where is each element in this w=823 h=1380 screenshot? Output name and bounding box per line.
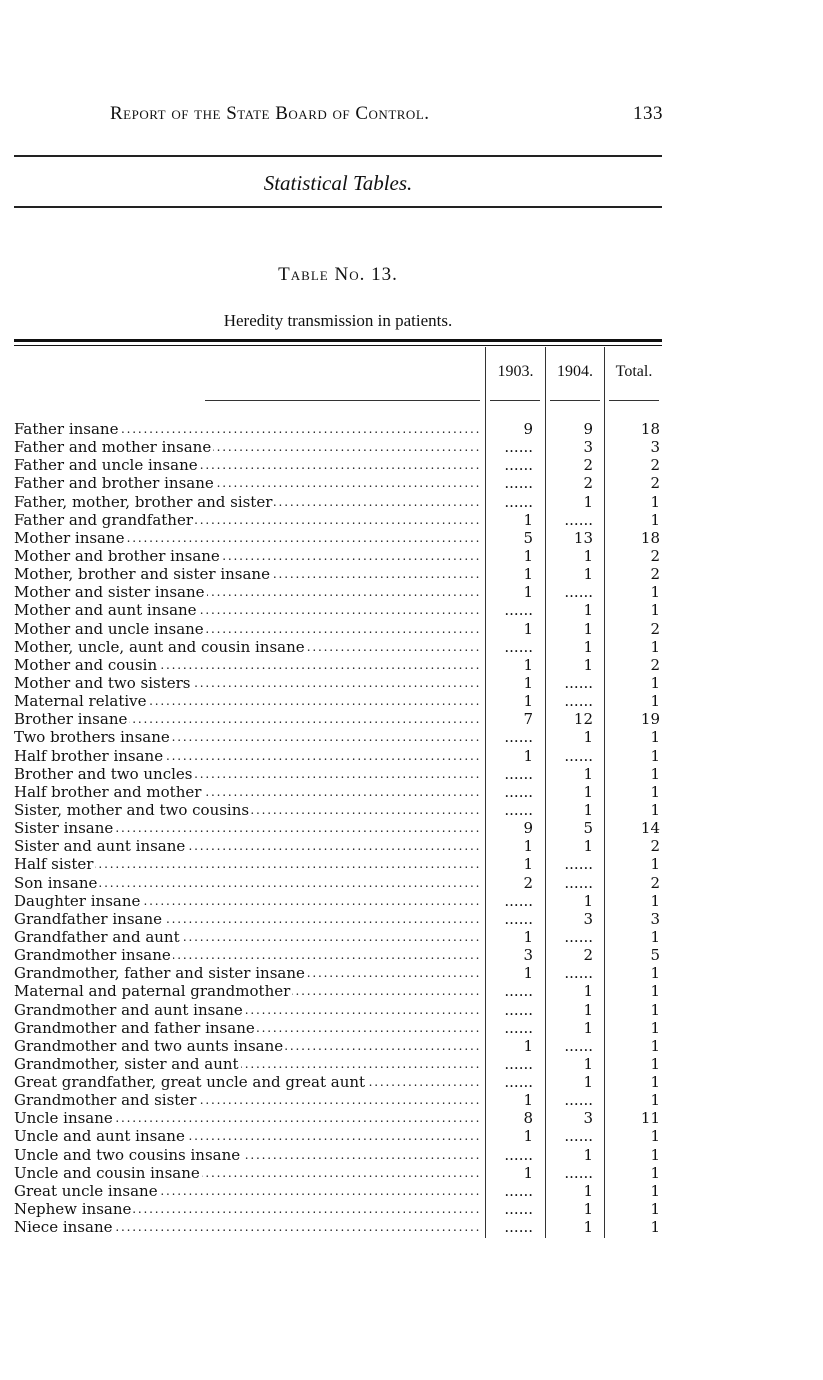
row-label-cell xyxy=(14,547,480,565)
cell-1904: ...... xyxy=(564,1091,593,1110)
cell-total: 1 xyxy=(650,728,660,747)
cell-1904: 2 xyxy=(583,456,593,475)
cell-1904: 1 xyxy=(583,492,593,511)
table-row xyxy=(0,511,823,529)
cell-total: 11 xyxy=(640,1109,660,1128)
row-label-cell xyxy=(14,1073,480,1091)
cell-1904: 2 xyxy=(583,474,593,493)
cell-1903: 1 xyxy=(523,1127,533,1146)
cell-total: 1 xyxy=(650,1218,660,1237)
row-label: Grandmother and two aunts insane xyxy=(14,1036,284,1055)
table-row xyxy=(0,529,823,547)
table-row xyxy=(0,910,823,928)
cell-total: 1 xyxy=(650,637,660,656)
cell-total: 1 xyxy=(650,1127,660,1146)
cell-1903: ...... xyxy=(504,601,533,620)
table-row xyxy=(0,765,823,783)
row-label-cell xyxy=(14,874,480,892)
row-label: Great uncle insane xyxy=(14,1181,158,1200)
table-subtitle: Heredity transmission in patients. xyxy=(223,311,453,330)
cell-total: 1 xyxy=(650,1018,660,1037)
cell-total: 1 xyxy=(650,1000,660,1019)
row-label: Mother, brother and sister insane xyxy=(14,565,270,584)
cell-1904: 3 xyxy=(583,1109,593,1128)
cell-total: 1 xyxy=(650,982,660,1001)
table-row xyxy=(0,1146,823,1164)
cell-total: 2 xyxy=(650,565,660,584)
cell-1904: 1 xyxy=(583,1018,593,1037)
row-label-cell xyxy=(14,946,480,964)
cell-total: 1 xyxy=(650,1181,660,1200)
cell-1904: ...... xyxy=(564,746,593,765)
row-label-cell xyxy=(14,601,480,619)
row-label: Mother and two sisters xyxy=(14,673,191,692)
cell-1903: ...... xyxy=(504,1218,533,1237)
table-row xyxy=(0,1037,823,1055)
row-label: Grandfather and aunt xyxy=(14,927,180,946)
cell-1903: 7 xyxy=(523,710,533,729)
running-title: Report of the State Board of Control. xyxy=(110,103,430,124)
cell-total: 1 xyxy=(650,1200,660,1219)
cell-1904: 1 xyxy=(583,764,593,783)
cell-total: 2 xyxy=(650,546,660,565)
row-label-cell xyxy=(14,1127,480,1145)
cell-1904: ...... xyxy=(564,873,593,892)
table-row xyxy=(0,620,823,638)
cell-total: 18 xyxy=(640,420,660,438)
row-label: Mother and brother insane xyxy=(14,546,220,565)
row-label-cell xyxy=(14,765,480,783)
row-label-cell xyxy=(14,511,480,529)
cell-1904: ...... xyxy=(564,1163,593,1182)
row-label: Nephew insane xyxy=(14,1200,132,1219)
row-label: Half brother and mother xyxy=(14,782,202,801)
row-label-cell xyxy=(14,1146,480,1164)
table-row xyxy=(0,1200,823,1218)
cell-1903: ...... xyxy=(504,1200,533,1219)
cell-1904: ...... xyxy=(564,927,593,946)
row-label-cell xyxy=(14,1037,480,1055)
cell-1903: 9 xyxy=(523,420,533,438)
cell-1904: 1 xyxy=(583,655,593,674)
cell-1903: 8 xyxy=(523,1109,533,1128)
row-label-cell xyxy=(14,420,480,438)
cell-1903: 1 xyxy=(523,673,533,692)
cell-1903: ...... xyxy=(504,1145,533,1164)
table-top-rule xyxy=(14,339,662,342)
cell-total: 1 xyxy=(650,601,660,620)
page-number: 133 xyxy=(633,103,663,124)
cell-1903: ...... xyxy=(504,637,533,656)
cell-1904: 1 xyxy=(583,546,593,565)
cell-total: 1 xyxy=(650,1036,660,1055)
cell-1903: ...... xyxy=(504,764,533,783)
table-row xyxy=(0,946,823,964)
row-label-cell xyxy=(14,438,480,456)
row-label: Half brother insane xyxy=(14,746,164,765)
header-underline xyxy=(205,400,480,401)
cell-1904: 1 xyxy=(583,619,593,638)
row-label-cell xyxy=(14,747,480,765)
row-label: Sister insane xyxy=(14,819,114,838)
cell-1903: 1 xyxy=(523,546,533,565)
row-label: Brother and two uncles xyxy=(14,764,193,783)
row-label: Mother and aunt insane xyxy=(14,601,197,620)
row-label-cell xyxy=(14,1019,480,1037)
row-label: Grandfather insane xyxy=(14,909,162,928)
cell-total: 1 xyxy=(650,782,660,801)
row-label: Father and brother insane xyxy=(14,474,214,493)
cell-1903: ...... xyxy=(504,492,533,511)
cell-total: 2 xyxy=(650,655,660,674)
cell-1904: 1 xyxy=(583,1200,593,1219)
cell-total: 1 xyxy=(650,855,660,874)
table-row xyxy=(0,474,823,492)
cell-total: 1 xyxy=(650,692,660,711)
table-row xyxy=(0,728,823,746)
row-label-cell xyxy=(14,1200,480,1218)
row-label: Mother and uncle insane xyxy=(14,619,204,638)
row-label: Uncle insane xyxy=(14,1109,113,1128)
row-label: Grandmother, sister and aunt xyxy=(14,1054,239,1073)
header-rule-bottom xyxy=(14,206,662,208)
table-row xyxy=(0,819,823,837)
cell-1904: 1 xyxy=(583,1000,593,1019)
table-row xyxy=(0,638,823,656)
table-row xyxy=(0,1091,823,1109)
row-label-cell xyxy=(14,1164,480,1182)
row-label-cell xyxy=(14,1091,480,1109)
table-row xyxy=(0,656,823,674)
row-label: Niece insane xyxy=(14,1218,113,1237)
row-label-cell xyxy=(14,783,480,801)
row-label-cell xyxy=(14,493,480,511)
cell-total: 5 xyxy=(650,946,660,965)
row-label: Uncle and two cousins insane xyxy=(14,1145,241,1164)
row-label-cell xyxy=(14,982,480,1000)
cell-1904: 1 xyxy=(583,1054,593,1073)
row-label-cell xyxy=(14,1109,480,1127)
cell-1904: 1 xyxy=(583,1145,593,1164)
cell-1904: 1 xyxy=(583,728,593,747)
cell-1903: 1 xyxy=(523,837,533,856)
cell-1904: ...... xyxy=(564,964,593,983)
row-label-cell xyxy=(14,456,480,474)
row-label: Maternal relative xyxy=(14,692,147,711)
cell-total: 1 xyxy=(650,673,660,692)
row-label-cell xyxy=(14,674,480,692)
row-label-cell xyxy=(14,964,480,982)
cell-total: 1 xyxy=(650,492,660,511)
cell-1903: ...... xyxy=(504,1054,533,1073)
row-label-cell xyxy=(14,1001,480,1019)
row-label-cell xyxy=(14,474,480,492)
table-row xyxy=(0,747,823,765)
running-head xyxy=(110,103,663,131)
cell-total: 3 xyxy=(650,909,660,928)
row-label-cell xyxy=(14,892,480,910)
table-row xyxy=(0,1001,823,1019)
row-label: Mother and sister insane xyxy=(14,583,205,602)
cell-1903: 1 xyxy=(523,927,533,946)
cell-total: 1 xyxy=(650,891,660,910)
cell-1904: 1 xyxy=(583,601,593,620)
table-row xyxy=(0,1055,823,1073)
table-row xyxy=(0,837,823,855)
cell-1904: ...... xyxy=(564,583,593,602)
cell-total: 14 xyxy=(640,819,660,838)
header-underline xyxy=(609,400,659,401)
table-row xyxy=(0,801,823,819)
cell-1903: 1 xyxy=(523,583,533,602)
row-label: Two brothers insane xyxy=(14,728,170,747)
cell-1903: 2 xyxy=(523,873,533,892)
table-body xyxy=(0,420,823,1236)
cell-total: 1 xyxy=(650,583,660,602)
cell-1903: ...... xyxy=(504,782,533,801)
cell-1904: 12 xyxy=(573,710,593,729)
cell-1903: ...... xyxy=(504,909,533,928)
cell-1904: 1 xyxy=(583,982,593,1001)
cell-1903: 3 xyxy=(523,946,533,965)
cell-1903: ...... xyxy=(504,891,533,910)
row-label: Sister, mother and two cousins xyxy=(14,800,250,819)
cell-total: 1 xyxy=(650,764,660,783)
cell-1904: ...... xyxy=(564,692,593,711)
row-label: Father insane xyxy=(14,420,119,438)
table-row xyxy=(0,565,823,583)
table-row xyxy=(0,438,823,456)
cell-1904: 5 xyxy=(583,819,593,838)
cell-1903: 1 xyxy=(523,1091,533,1110)
row-label-cell xyxy=(14,910,480,928)
cell-1903: ...... xyxy=(504,728,533,747)
row-label-cell xyxy=(14,620,480,638)
cell-1904: 1 xyxy=(583,1181,593,1200)
table-top-thin-rule xyxy=(14,345,662,346)
column-header-1904: 1904. xyxy=(557,363,593,380)
cell-1903: 1 xyxy=(523,619,533,638)
table-row xyxy=(0,1164,823,1182)
header-underline xyxy=(490,400,540,401)
row-label-cell xyxy=(14,928,480,946)
cell-total: 2 xyxy=(650,619,660,638)
row-label-cell xyxy=(14,1182,480,1200)
row-label: Grandmother insane xyxy=(14,946,171,965)
table-row xyxy=(0,783,823,801)
cell-total: 19 xyxy=(640,710,660,729)
header-rule-top xyxy=(14,155,662,157)
cell-total: 2 xyxy=(650,837,660,856)
row-label-cell xyxy=(14,819,480,837)
table-row xyxy=(0,420,823,438)
cell-1904: ...... xyxy=(564,855,593,874)
table-row xyxy=(0,493,823,511)
cell-1903: ...... xyxy=(504,982,533,1001)
cell-1903: 1 xyxy=(523,746,533,765)
cell-1903: 1 xyxy=(523,1163,533,1182)
row-label-cell xyxy=(14,855,480,873)
cell-total: 1 xyxy=(650,1054,660,1073)
section-title: Statistical Tables. xyxy=(263,171,413,195)
cell-1904: ...... xyxy=(564,510,593,529)
row-label-cell xyxy=(14,692,480,710)
table-row xyxy=(0,1218,823,1236)
cell-1903: ...... xyxy=(504,1181,533,1200)
cell-1904: 1 xyxy=(583,637,593,656)
table-title: Table No. 13. xyxy=(278,264,398,285)
row-label: Uncle and aunt insane xyxy=(14,1127,185,1146)
cell-1904: ...... xyxy=(564,1127,593,1146)
cell-total: 1 xyxy=(650,1091,660,1110)
cell-total: 1 xyxy=(650,1163,660,1182)
row-label: Father and mother insane xyxy=(14,438,212,457)
cell-1903: 1 xyxy=(523,510,533,529)
row-label: Daughter insane xyxy=(14,891,141,910)
cell-1904: 1 xyxy=(583,782,593,801)
row-label: Mother insane xyxy=(14,528,125,547)
cell-1904: 9 xyxy=(583,420,593,438)
row-label: Great grandfather, great uncle and great aunt xyxy=(14,1073,366,1092)
cell-1903: 1 xyxy=(523,655,533,674)
cell-1904: 1 xyxy=(583,837,593,856)
row-label: Maternal and paternal grandmother xyxy=(14,982,291,1001)
table-row xyxy=(0,1073,823,1091)
row-label: Half sister xyxy=(14,855,94,874)
cell-1903: 1 xyxy=(523,565,533,584)
cell-total: 1 xyxy=(650,1073,660,1092)
row-label-cell xyxy=(14,1218,480,1236)
cell-total: 1 xyxy=(650,510,660,529)
table-row xyxy=(0,547,823,565)
cell-total: 1 xyxy=(650,800,660,819)
table-row xyxy=(0,674,823,692)
table-row xyxy=(0,855,823,873)
row-label: Father and uncle insane xyxy=(14,456,198,475)
cell-1904: ...... xyxy=(564,673,593,692)
table-row xyxy=(0,928,823,946)
cell-1904: 2 xyxy=(583,946,593,965)
table-row xyxy=(0,874,823,892)
cell-1903: 1 xyxy=(523,692,533,711)
row-label: Uncle and cousin insane xyxy=(14,1163,200,1182)
cell-1904: ...... xyxy=(564,1036,593,1055)
row-label-cell xyxy=(14,728,480,746)
row-label: Mother, uncle, aunt and cousin insane xyxy=(14,637,305,656)
table-row xyxy=(0,1182,823,1200)
cell-1903: 1 xyxy=(523,964,533,983)
cell-1903: ...... xyxy=(504,800,533,819)
cell-total: 3 xyxy=(650,438,660,457)
row-label: Mother and cousin xyxy=(14,655,158,674)
cell-total: 2 xyxy=(650,456,660,475)
table-row xyxy=(0,1019,823,1037)
row-label-cell xyxy=(14,837,480,855)
cell-1904: 3 xyxy=(583,909,593,928)
cell-1903: ...... xyxy=(504,1073,533,1092)
cell-1904: 1 xyxy=(583,891,593,910)
cell-1903: 5 xyxy=(523,528,533,547)
row-label: Brother insane xyxy=(14,710,128,729)
row-label: Grandmother and aunt insane xyxy=(14,1000,243,1019)
row-label-cell xyxy=(14,710,480,728)
table-row xyxy=(0,1127,823,1145)
row-label: Grandmother and father insane xyxy=(14,1018,255,1037)
row-label: Son insane xyxy=(14,873,98,892)
column-header-total: Total. xyxy=(615,363,653,380)
row-label-cell xyxy=(14,801,480,819)
header-underline xyxy=(550,400,600,401)
cell-total: 2 xyxy=(650,474,660,493)
table-row xyxy=(0,601,823,619)
cell-1903: ...... xyxy=(504,456,533,475)
cell-1903: 9 xyxy=(523,819,533,838)
cell-1903: 1 xyxy=(523,1036,533,1055)
row-label-cell xyxy=(14,638,480,656)
row-label: Sister and aunt insane xyxy=(14,837,186,856)
row-label: Grandmother and sister xyxy=(14,1091,197,1110)
table-row xyxy=(0,892,823,910)
row-label-cell xyxy=(14,1055,480,1073)
cell-1903: ...... xyxy=(504,438,533,457)
table-row xyxy=(0,692,823,710)
cell-1903: ...... xyxy=(504,1000,533,1019)
cell-total: 18 xyxy=(640,528,660,547)
cell-1903: 1 xyxy=(523,855,533,874)
cell-1903: ...... xyxy=(504,474,533,493)
cell-1903: ...... xyxy=(504,1018,533,1037)
cell-1904: 3 xyxy=(583,438,593,457)
cell-total: 1 xyxy=(650,1145,660,1164)
cell-total: 1 xyxy=(650,964,660,983)
cell-1904: 1 xyxy=(583,800,593,819)
table-row xyxy=(0,710,823,728)
table-row xyxy=(0,456,823,474)
cell-total: 1 xyxy=(650,927,660,946)
cell-1904: 13 xyxy=(573,528,593,547)
cell-1904: 1 xyxy=(583,1218,593,1237)
cell-total: 1 xyxy=(650,746,660,765)
row-label: Grandmother, father and sister insane xyxy=(14,964,305,983)
cell-1904: 1 xyxy=(583,1073,593,1092)
table-row xyxy=(0,583,823,601)
cell-total: 2 xyxy=(650,873,660,892)
row-label-cell xyxy=(14,583,480,601)
cell-1904: 1 xyxy=(583,565,593,584)
row-label: Father, mother, brother and sister xyxy=(14,492,273,511)
column-header-1903: 1903. xyxy=(497,363,534,380)
table-row xyxy=(0,1109,823,1127)
table-row xyxy=(0,964,823,982)
table-row xyxy=(0,982,823,1000)
row-label: Father and grandfather xyxy=(14,510,194,529)
row-label-cell xyxy=(14,656,480,674)
row-label-cell xyxy=(14,529,480,547)
row-label-cell xyxy=(14,565,480,583)
